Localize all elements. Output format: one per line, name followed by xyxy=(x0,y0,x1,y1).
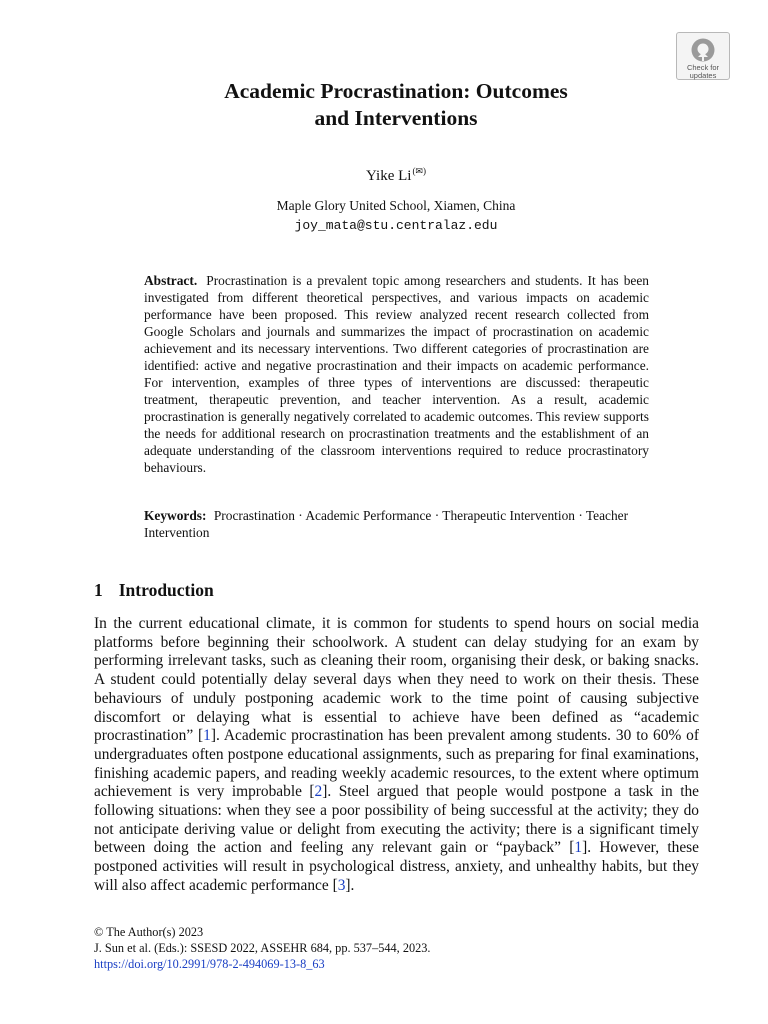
abstract-text: Procrastination is a prevalent topic among researchers and students. It has been investigated from different theoretical perspectives, and various impacts on academic performance have been proposed. This review analyzed recent research collected from Google Scholars and journals and summarizes the impact of procrastination on academic achievement and its necessary interventions. Two different categories of procrastination are identified: active and negative procrastination and their impacts on academic performance. For intervention, examples of three types of interventions are discussed: therapeutic treatment, therapeutic prevention, and teacher intervention. As a result, academic procrastination is generally negatively correlated to academic outcomes. This review supports the needs for additional research on procrastination treatments and the establishment of an adequate understanding of the classroom interventions required to reduce procrastinatory behaviours. xyxy=(144,273,649,475)
author-affiliation: Maple Glory United School, Xiamen, China xyxy=(276,198,516,213)
section-title: Introduction xyxy=(118,580,214,600)
abstract xyxy=(144,272,649,476)
footer-copyright: © The Author(s) 2023 xyxy=(94,925,204,939)
citation-link[interactable]: 3 xyxy=(337,876,346,894)
keywords-label: Keywords: xyxy=(144,508,207,523)
author-name: Yike Li xyxy=(366,168,412,184)
citation-link[interactable]: 2 xyxy=(314,783,323,801)
section-heading xyxy=(94,579,214,601)
check-for-updates-badge[interactable] xyxy=(676,32,730,80)
intro-paragraph xyxy=(94,615,699,896)
footer xyxy=(94,924,699,972)
title-line-1: Academic Procrastination: Outcomes xyxy=(224,79,568,103)
citation-link[interactable]: 1 xyxy=(574,839,583,857)
check-for-updates-label: Check for updates xyxy=(686,63,720,80)
author-email[interactable]: joy_mata@stu.centralaz.edu xyxy=(294,218,498,233)
footer-citation: J. Sun et al. (Eds.): SSESD 2022, ASSEHR 684, pp. 537–544, 2023. xyxy=(94,941,431,955)
doi-link[interactable]: https://doi.org/10.2991/978-2-494069-13-8_63 xyxy=(94,957,325,971)
intro-text-3: ]. Steel argued that people would postpone a task in the following situations: when they see a poor possibility of being successful at the activity; they do not anticipate deriving value or delight from executing the activity; there is a significant timely between doing the action and feeling any relevant gain or “payback” [ xyxy=(94,783,699,857)
intro-text-1: In the current educational climate, it is common for students to spend hours on social media platforms before beginning their schoolwork. A student can delay studying for an exam by performing irrelevant tasks, such as cleaning their room, organising their desk, or baking snacks. A student could potentially delay several days when they need to work on their thesis. These behaviours of unduly postponing academic work to the time point of causing subjective discomfort or delaying what is essential to achieve have been defined as “academic procrastination” [ xyxy=(94,615,699,745)
paper-title xyxy=(96,78,696,132)
intro-text-5: ]. xyxy=(345,876,355,894)
citation-link[interactable]: 1 xyxy=(203,727,211,745)
check-for-updates-icon xyxy=(690,37,716,63)
title-line-2: and Interventions xyxy=(314,106,478,130)
keywords-text: Procrastination · Academic Performance · Therapeutic Intervention · Teacher Intervention xyxy=(144,508,629,540)
section-number: 1 xyxy=(94,580,103,600)
intro-text-2: ]. Academic procrastination has been prevalent among students. 30 to 60% of undergraduates often postpone educational assignments, such as preparing for final examinations, finishing academic papers, and reading weekly academic resources, to the extent where optimum achievement is very improbable [ xyxy=(94,727,699,801)
keywords xyxy=(144,507,649,541)
author-line xyxy=(96,162,696,185)
intro-text-4: ]. However, these postponed activities will result in psychological distress, anxiety, and unhealthy habits, but they will also affect academic performance [ xyxy=(94,839,699,894)
envelope-icon[interactable]: (✉) xyxy=(412,166,426,176)
abstract-label: Abstract. xyxy=(144,273,198,288)
